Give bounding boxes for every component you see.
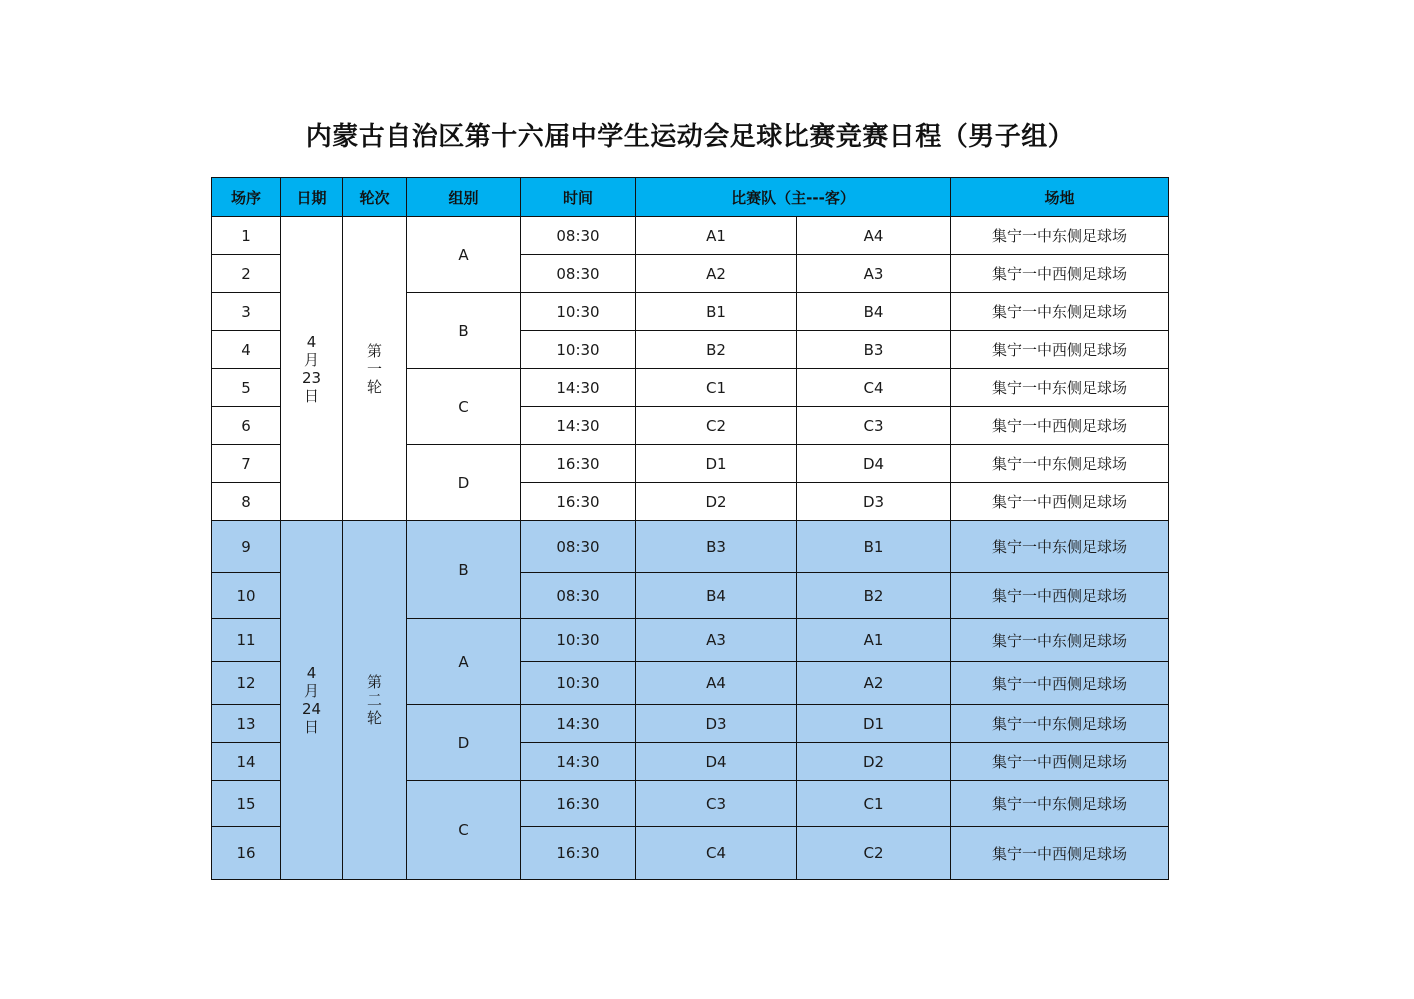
home-team: B2	[636, 331, 797, 369]
home-team: D1	[636, 445, 797, 483]
match-venue: 集宁一中西侧足球场	[951, 483, 1169, 521]
match-venue: 集宁一中西侧足球场	[951, 573, 1169, 619]
away-team: C4	[797, 369, 951, 407]
home-team: A4	[636, 662, 797, 705]
away-team: B2	[797, 573, 951, 619]
round-char: 第	[366, 341, 382, 360]
match-time: 14:30	[521, 369, 636, 407]
match-date	[281, 217, 343, 521]
match-seq: 9	[212, 521, 281, 573]
match-seq: 8	[212, 483, 281, 521]
away-team: B4	[797, 293, 951, 331]
match-seq: 7	[212, 445, 281, 483]
match-group: D	[407, 705, 521, 781]
home-team: A2	[636, 255, 797, 293]
match-venue: 集宁一中西侧足球场	[951, 827, 1169, 880]
header-venue: 场地	[951, 178, 1169, 217]
date-char: 24	[301, 700, 322, 718]
match-group: C	[407, 369, 521, 445]
match-time: 14:30	[521, 743, 636, 781]
match-group: A	[407, 619, 521, 705]
match-venue: 集宁一中东侧足球场	[951, 521, 1169, 573]
match-seq: 12	[212, 662, 281, 705]
match-seq: 13	[212, 705, 281, 743]
home-team: C1	[636, 369, 797, 407]
round-char: 轮	[366, 377, 382, 396]
page-title: 内蒙古自治区第十六届中学生运动会足球比赛竞赛日程（男子组）	[305, 122, 1075, 152]
home-team: B4	[636, 573, 797, 619]
match-time: 14:30	[521, 407, 636, 445]
match-venue: 集宁一中东侧足球场	[951, 705, 1169, 743]
away-team: C3	[797, 407, 951, 445]
home-team: A1	[636, 217, 797, 255]
match-group: C	[407, 781, 521, 880]
home-team: C2	[636, 407, 797, 445]
header-date: 日期	[281, 178, 343, 217]
match-venue: 集宁一中东侧足球场	[951, 293, 1169, 331]
match-group: B	[407, 293, 521, 369]
match-round	[343, 521, 407, 880]
away-team: D4	[797, 445, 951, 483]
match-seq: 14	[212, 743, 281, 781]
match-seq: 1	[212, 217, 281, 255]
table-row	[212, 521, 1169, 573]
home-team: C3	[636, 781, 797, 827]
round-char: 一	[366, 359, 382, 378]
date-char: 月	[303, 350, 319, 369]
match-venue: 集宁一中东侧足球场	[951, 369, 1169, 407]
date-char: 4	[306, 664, 317, 682]
round-char: 轮	[366, 709, 382, 727]
match-seq: 6	[212, 407, 281, 445]
header-row	[212, 178, 1169, 217]
header-teams: 比赛队（主---客）	[636, 178, 951, 217]
match-time: 14:30	[521, 705, 636, 743]
home-team: C4	[636, 827, 797, 880]
match-time: 08:30	[521, 217, 636, 255]
schedule-table	[211, 177, 1169, 880]
away-team: D1	[797, 705, 951, 743]
match-venue: 集宁一中西侧足球场	[951, 662, 1169, 705]
away-team: B3	[797, 331, 951, 369]
away-team: C1	[797, 781, 951, 827]
match-time: 16:30	[521, 781, 636, 827]
header-time: 时间	[521, 178, 636, 217]
round-char: 第	[366, 673, 382, 691]
home-team: B3	[636, 521, 797, 573]
match-venue: 集宁一中西侧足球场	[951, 407, 1169, 445]
date-char: 日	[303, 718, 319, 736]
match-seq: 4	[212, 331, 281, 369]
match-time: 10:30	[521, 619, 636, 662]
date-char: 4	[306, 332, 317, 351]
match-venue: 集宁一中东侧足球场	[951, 217, 1169, 255]
match-time: 16:30	[521, 827, 636, 880]
match-date	[281, 521, 343, 880]
match-seq: 2	[212, 255, 281, 293]
header-group: 组别	[407, 178, 521, 217]
match-seq: 3	[212, 293, 281, 331]
match-time: 10:30	[521, 662, 636, 705]
round-char: 二	[366, 691, 382, 709]
date-char: 日	[303, 386, 319, 405]
away-team: D3	[797, 483, 951, 521]
match-venue: 集宁一中西侧足球场	[951, 255, 1169, 293]
date-char: 月	[303, 682, 319, 700]
date-char: 23	[301, 368, 322, 387]
match-seq: 5	[212, 369, 281, 407]
match-time: 08:30	[521, 521, 636, 573]
away-team: A1	[797, 619, 951, 662]
match-time: 16:30	[521, 483, 636, 521]
match-time: 16:30	[521, 445, 636, 483]
match-seq: 15	[212, 781, 281, 827]
match-round	[343, 217, 407, 521]
header-round: 轮次	[343, 178, 407, 217]
home-team: D2	[636, 483, 797, 521]
away-team: A2	[797, 662, 951, 705]
match-venue: 集宁一中东侧足球场	[951, 445, 1169, 483]
header-seq: 场序	[212, 178, 281, 217]
match-venue: 集宁一中东侧足球场	[951, 619, 1169, 662]
match-seq: 11	[212, 619, 281, 662]
away-team: B1	[797, 521, 951, 573]
match-group: A	[407, 217, 521, 293]
match-time: 10:30	[521, 331, 636, 369]
match-time: 08:30	[521, 573, 636, 619]
match-group: B	[407, 521, 521, 619]
home-team: A3	[636, 619, 797, 662]
home-team: D3	[636, 705, 797, 743]
match-venue: 集宁一中东侧足球场	[951, 781, 1169, 827]
away-team: D2	[797, 743, 951, 781]
home-team: D4	[636, 743, 797, 781]
away-team: C2	[797, 827, 951, 880]
match-venue: 集宁一中西侧足球场	[951, 743, 1169, 781]
match-group: D	[407, 445, 521, 521]
away-team: A4	[797, 217, 951, 255]
table-row	[212, 217, 1169, 255]
away-team: A3	[797, 255, 951, 293]
match-seq: 16	[212, 827, 281, 880]
home-team: B1	[636, 293, 797, 331]
match-time: 10:30	[521, 293, 636, 331]
match-venue: 集宁一中西侧足球场	[951, 331, 1169, 369]
match-seq: 10	[212, 573, 281, 619]
match-time: 08:30	[521, 255, 636, 293]
